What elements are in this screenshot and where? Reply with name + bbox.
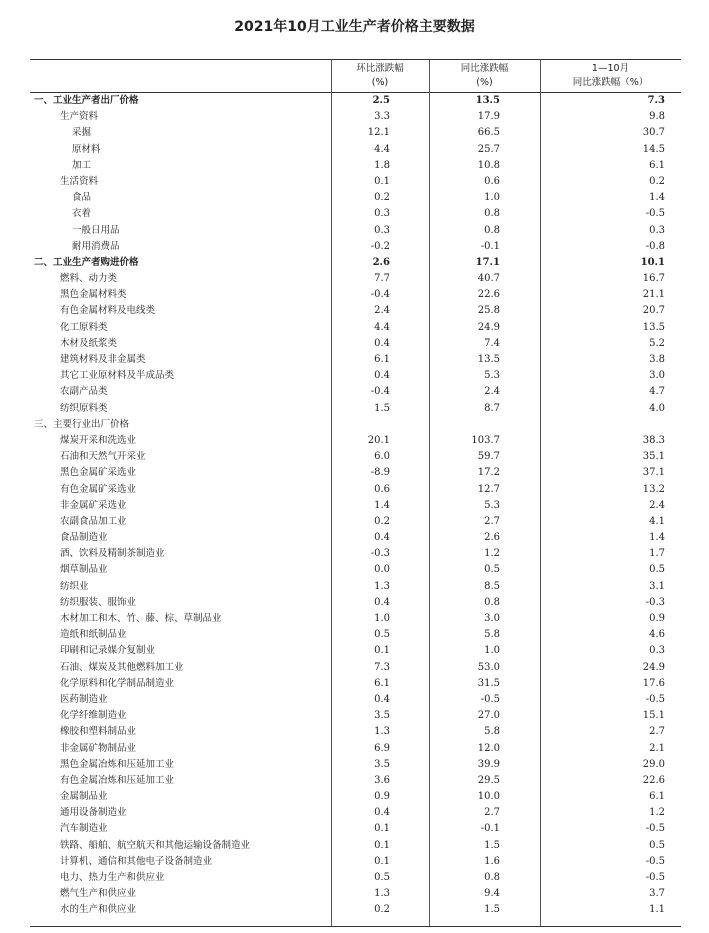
table-row [30, 741, 681, 757]
row-label: 加工 [72, 159, 92, 171]
row-value-v2: 12.7 [477, 483, 500, 495]
row-value-v3: 0.5 [649, 564, 665, 576]
table-row [30, 303, 681, 319]
row-value-v1: 7.7 [374, 273, 390, 285]
row-value-v1: 0.4 [374, 693, 390, 705]
row-value-v2: 22.6 [477, 289, 500, 301]
row-value-v2: 5.3 [484, 370, 500, 382]
row-value-v2: 10.8 [477, 159, 500, 171]
row-value-v2: 17.2 [477, 467, 500, 479]
row-value-v3: 10.1 [640, 256, 665, 268]
row-value-v2: 25.7 [477, 143, 500, 155]
table-row [30, 142, 681, 158]
row-label: 石油、煤炭及其他燃料加工业 [60, 661, 184, 673]
table-row [30, 255, 681, 271]
table-row [30, 773, 681, 789]
row-value-v3: 1.2 [649, 807, 665, 819]
row-value-v3: 3.0 [649, 370, 665, 382]
row-label: 生活资料 [60, 175, 99, 187]
row-label: 二、工业生产者购进价格 [34, 256, 139, 268]
row-value-v1: 1.3 [374, 580, 390, 592]
table-row [30, 902, 681, 918]
row-value-v2: 29.5 [477, 774, 500, 786]
table-row [30, 158, 681, 174]
row-label: 纺织服装、服饰业 [60, 596, 137, 608]
row-value-v3: 1.1 [649, 904, 665, 916]
row-label: 化工原料类 [60, 321, 108, 333]
table-row [30, 417, 681, 433]
row-label: 黑色金属材料类 [60, 289, 127, 301]
row-value-v2: 0.8 [484, 596, 500, 608]
table-row [30, 660, 681, 676]
row-value-v1: 3.5 [374, 710, 390, 722]
row-value-v3: 17.6 [642, 677, 665, 689]
table-row [30, 271, 681, 287]
table-row [30, 336, 681, 352]
row-label: 水的生产和供应业 [60, 904, 137, 916]
row-value-v2: 10.0 [477, 791, 500, 803]
table-row [30, 692, 681, 708]
row-value-v3: 37.1 [642, 467, 665, 479]
row-label: 三、主要行业出厂价格 [34, 418, 130, 430]
table-row [30, 579, 681, 595]
row-value-v3: 1.4 [649, 192, 665, 204]
row-label: 建筑材料及非金属类 [60, 354, 146, 365]
table-row [30, 676, 681, 692]
row-value-v3: 0.3 [649, 645, 665, 657]
header-mom-unit: (%) [371, 77, 389, 88]
row-value-v3: 6.1 [649, 791, 665, 803]
row-value-v2: 0.6 [484, 175, 500, 187]
row-value-v3: 21.1 [642, 289, 665, 301]
row-value-v1: 0.6 [374, 483, 390, 495]
table-row [30, 530, 681, 546]
table-row [30, 611, 681, 627]
row-value-v1: 3.6 [374, 774, 390, 786]
table-row [30, 109, 681, 125]
table-row [30, 514, 681, 530]
row-value-v3: 9.8 [649, 111, 665, 123]
row-value-v3: 4.1 [649, 515, 665, 527]
row-value-v3: -0.5 [645, 823, 665, 835]
table-row [30, 498, 681, 514]
row-value-v1: 0.4 [374, 370, 390, 382]
row-value-v2: 3.0 [484, 613, 500, 624]
row-label: 电力、热力生产和供应业 [60, 872, 165, 883]
row-value-v2: 31.5 [477, 677, 500, 689]
row-value-v3: 3.8 [649, 354, 665, 365]
row-value-v1: 0.5 [374, 872, 390, 883]
row-value-v3: 13.2 [642, 483, 665, 495]
row-value-v1: 0.5 [374, 629, 390, 641]
row-value-v3: 6.1 [649, 159, 665, 171]
row-label: 铁路、船舶、航空航天和其他运输设备制造业 [60, 839, 251, 851]
row-value-v2: 13.5 [475, 95, 500, 106]
row-value-v2: 103.7 [471, 434, 500, 446]
row-value-v3: 2.1 [649, 742, 665, 754]
table-row [30, 854, 681, 870]
row-value-v1: 2.6 [372, 256, 390, 268]
row-value-v1: 6.0 [374, 451, 390, 463]
row-value-v1: 4.4 [374, 321, 390, 333]
row-value-v2: 5.8 [484, 629, 500, 641]
table-row [30, 190, 681, 206]
header-ytd [540, 62, 681, 90]
row-value-v1: 0.3 [374, 224, 390, 236]
row-value-v2: 7.4 [484, 337, 500, 349]
row-value-v2: 1.0 [484, 645, 500, 657]
row-value-v2: -0.1 [480, 240, 500, 252]
row-value-v1: 2.5 [372, 95, 390, 106]
row-label: 非金属矿采选业 [60, 499, 127, 511]
row-label: 一般日用品 [72, 224, 120, 236]
table-row [30, 870, 681, 886]
header-yoy [429, 62, 540, 90]
row-value-v3: 35.1 [642, 451, 665, 463]
table-top-rule [30, 59, 681, 60]
row-value-v2: 9.4 [484, 888, 500, 900]
table-row [30, 724, 681, 740]
row-value-v1: 6.9 [374, 742, 390, 754]
row-value-v3: 1.4 [649, 532, 665, 544]
header-ytd-label: 1—10月 [591, 63, 630, 74]
row-label: 有色金属材料及电线类 [60, 305, 156, 317]
row-value-v1: -8.9 [370, 467, 390, 479]
table-row [30, 627, 681, 643]
row-value-v3: 2.7 [649, 726, 665, 738]
row-label: 有色金属矿采选业 [60, 483, 137, 495]
row-value-v1: 0.2 [374, 515, 390, 527]
row-label: 酒、饮料及精制茶制造业 [60, 548, 165, 560]
row-label: 农副食品加工业 [60, 515, 127, 527]
row-value-v1: 0.4 [374, 337, 390, 349]
table-row [30, 125, 681, 141]
row-value-v1: 0.1 [374, 175, 390, 187]
row-label: 非金属矿物制品业 [60, 742, 137, 754]
table-row [30, 449, 681, 465]
row-label: 纺织业 [60, 580, 89, 592]
row-value-v3: 13.5 [642, 321, 665, 333]
row-label: 橡胶和塑料制品业 [60, 726, 137, 738]
row-label: 食品制造业 [60, 532, 108, 544]
header-ytd-unit: 同比涨跌幅（%） [572, 77, 649, 88]
header-yoy-unit: (%) [476, 77, 493, 88]
row-value-v3: 0.9 [649, 613, 665, 624]
header-mom-label: 环比涨跌幅 [356, 63, 404, 74]
table-row [30, 838, 681, 854]
row-value-v2: -0.1 [480, 823, 500, 835]
table-row [30, 174, 681, 190]
row-label: 原材料 [72, 143, 101, 155]
row-value-v2: 1.5 [484, 839, 500, 851]
header-yoy-label: 同比涨跌幅 [460, 63, 509, 74]
row-value-v1: -0.4 [370, 289, 390, 301]
row-value-v2: 53.0 [477, 661, 500, 673]
table-row [30, 546, 681, 562]
row-value-v1: 1.8 [374, 159, 390, 171]
table-row [30, 352, 681, 368]
row-value-v1: 1.3 [374, 888, 390, 900]
row-value-v2: 66.5 [477, 127, 500, 139]
table-row [30, 886, 681, 902]
row-value-v1: 6.1 [374, 354, 390, 365]
row-value-v2: 12.0 [477, 742, 500, 754]
row-value-v2: 1.0 [484, 192, 500, 204]
table-row [30, 465, 681, 481]
row-value-v2: 59.7 [477, 451, 500, 463]
row-value-v3: 22.6 [642, 774, 665, 786]
data-table [30, 93, 681, 919]
row-label: 金属制品业 [60, 791, 108, 803]
row-value-v2: 27.0 [477, 710, 500, 722]
row-value-v1: 0.4 [374, 596, 390, 608]
row-value-v1: -0.4 [370, 386, 390, 398]
page-title: 2021年10月工业生产者价格主要数据 [234, 19, 475, 35]
row-value-v3: 24.9 [642, 661, 665, 673]
row-value-v3: -0.5 [645, 208, 665, 220]
row-label: 化学纤维制造业 [60, 710, 127, 722]
row-label: 有色金属冶炼和压延加工业 [60, 774, 175, 786]
row-value-v3: 30.7 [642, 127, 665, 139]
row-value-v3: 16.7 [642, 273, 665, 285]
row-value-v2: 0.8 [484, 208, 500, 220]
row-label: 造纸和纸制品业 [60, 629, 127, 641]
row-label: 其它工业原材料及半成品类 [60, 370, 175, 382]
table-row [30, 805, 681, 821]
row-value-v2: 2.7 [484, 515, 500, 527]
row-value-v1: 1.3 [374, 726, 390, 738]
row-value-v2: 1.6 [484, 855, 500, 867]
row-value-v2: 13.5 [477, 354, 500, 365]
table-row [30, 708, 681, 724]
table-row [30, 223, 681, 239]
row-value-v3: 4.7 [649, 386, 665, 398]
row-label: 医药制造业 [60, 693, 108, 705]
row-label: 计算机、通信和其他电子设备制造业 [60, 855, 213, 867]
row-value-v2: 25.8 [477, 305, 500, 317]
table-row [30, 595, 681, 611]
row-value-v2: 2.7 [484, 807, 500, 819]
table-row [30, 368, 681, 384]
row-label: 印刷和记录媒介复制业 [60, 645, 156, 657]
table-row [30, 239, 681, 255]
row-label: 农副产品类 [60, 386, 108, 398]
table-row [30, 401, 681, 417]
row-value-v1: -0.2 [370, 240, 390, 252]
row-label: 化学原料和化学制品制造业 [60, 677, 175, 689]
table-row [30, 643, 681, 659]
row-value-v2: 0.5 [484, 564, 500, 576]
row-value-v2: 17.1 [475, 256, 500, 268]
row-label: 耐用消费品 [72, 240, 120, 252]
table-bottom-rule [30, 926, 681, 927]
row-value-v1: 0.2 [374, 192, 390, 204]
row-value-v3: -0.3 [645, 596, 665, 608]
row-value-v3: 5.2 [649, 337, 665, 349]
table-row [30, 821, 681, 837]
row-value-v3: 15.1 [642, 710, 665, 722]
row-value-v1: 0.1 [374, 839, 390, 851]
row-value-v2: 0.8 [484, 224, 500, 236]
row-value-v2: 8.7 [484, 402, 500, 414]
row-value-v2: 1.5 [484, 904, 500, 916]
row-value-v2: 39.9 [477, 758, 500, 770]
row-value-v1: 1.5 [374, 402, 390, 414]
table-row [30, 433, 681, 449]
table-row [30, 287, 681, 303]
row-value-v3: 4.6 [649, 629, 665, 641]
row-value-v3: 4.0 [649, 402, 665, 414]
table-row [30, 562, 681, 578]
row-value-v3: 3.1 [649, 580, 665, 592]
row-value-v2: 0.8 [484, 872, 500, 883]
row-label: 食品 [72, 192, 92, 204]
row-value-v1: 0.1 [374, 855, 390, 867]
row-value-v3: 0.3 [649, 224, 665, 236]
table-row [30, 320, 681, 336]
row-value-v3: 29.0 [642, 758, 665, 770]
row-label: 黑色金属矿采选业 [60, 467, 137, 479]
row-label: 衣着 [72, 208, 92, 220]
row-value-v1: 2.4 [374, 305, 390, 317]
table-row [30, 93, 681, 109]
row-value-v2: 5.8 [484, 726, 500, 738]
row-label: 一、工业生产者出厂价格 [34, 95, 139, 106]
row-value-v2: 2.4 [484, 386, 500, 398]
row-value-v1: 3.5 [374, 758, 390, 770]
row-value-v1: 0.0 [374, 564, 390, 576]
row-value-v3: -0.8 [645, 240, 665, 252]
row-value-v2: 2.6 [484, 532, 500, 544]
row-value-v1: 0.2 [374, 904, 390, 916]
row-value-v1: 4.4 [374, 143, 390, 155]
row-value-v1: 3.3 [374, 111, 390, 123]
row-label: 石油和天然气开采业 [60, 451, 146, 463]
row-value-v3: 14.5 [642, 143, 665, 155]
row-value-v2: 17.9 [477, 111, 500, 123]
row-label: 煤炭开采和洗选业 [60, 434, 137, 446]
header-mom [331, 62, 429, 90]
row-label: 纺织原料类 [60, 402, 108, 414]
row-value-v1: -0.3 [370, 548, 390, 560]
row-value-v1: 0.9 [374, 791, 390, 803]
row-value-v1: 6.1 [374, 677, 390, 689]
row-label: 黑色金属冶炼和压延加工业 [60, 758, 175, 770]
row-value-v2: 24.9 [477, 321, 500, 333]
row-value-v1: 0.3 [374, 208, 390, 220]
table-row [30, 206, 681, 222]
table-row [30, 384, 681, 400]
row-value-v1: 0.1 [374, 823, 390, 835]
row-value-v2: 8.5 [484, 580, 500, 592]
row-value-v2: -0.5 [480, 693, 500, 705]
row-label: 通用设备制造业 [60, 807, 127, 819]
row-value-v1: 12.1 [367, 127, 390, 139]
row-label: 木材及纸浆类 [60, 337, 118, 349]
row-label: 烟草制品业 [60, 564, 108, 576]
row-value-v2: 40.7 [477, 273, 500, 285]
row-value-v3: -0.5 [645, 693, 665, 705]
row-label: 木材加工和木、竹、藤、棕、草制品业 [60, 613, 222, 624]
row-value-v3: 38.3 [642, 434, 665, 446]
row-value-v1: 1.4 [374, 499, 390, 511]
row-value-v1: 20.1 [367, 434, 390, 446]
row-label: 燃气生产和供应业 [60, 888, 137, 900]
row-value-v3: 1.7 [649, 548, 665, 560]
table-row [30, 757, 681, 773]
row-value-v2: 5.3 [484, 499, 500, 511]
row-value-v1: 0.4 [374, 532, 390, 544]
row-label: 燃料、动力类 [60, 273, 118, 285]
row-value-v3: 20.7 [642, 305, 665, 317]
row-value-v1: 0.1 [374, 645, 390, 657]
row-value-v3: 2.4 [649, 499, 665, 511]
table-row [30, 482, 681, 498]
row-value-v3: -0.5 [645, 872, 665, 883]
row-value-v3: 3.7 [649, 888, 665, 900]
row-value-v3: 0.5 [649, 839, 665, 851]
row-value-v3: 0.2 [649, 175, 665, 187]
row-value-v2: 1.2 [484, 548, 500, 560]
row-value-v1: 1.0 [374, 613, 390, 624]
row-label: 采掘 [72, 127, 92, 139]
row-label: 汽车制造业 [60, 823, 108, 835]
row-value-v1: 0.4 [374, 807, 390, 819]
table-row [30, 789, 681, 805]
row-value-v3: -0.5 [645, 855, 665, 867]
row-value-v1: 7.3 [374, 661, 390, 673]
row-label: 生产资料 [60, 111, 99, 123]
row-value-v3: 7.3 [647, 95, 665, 106]
